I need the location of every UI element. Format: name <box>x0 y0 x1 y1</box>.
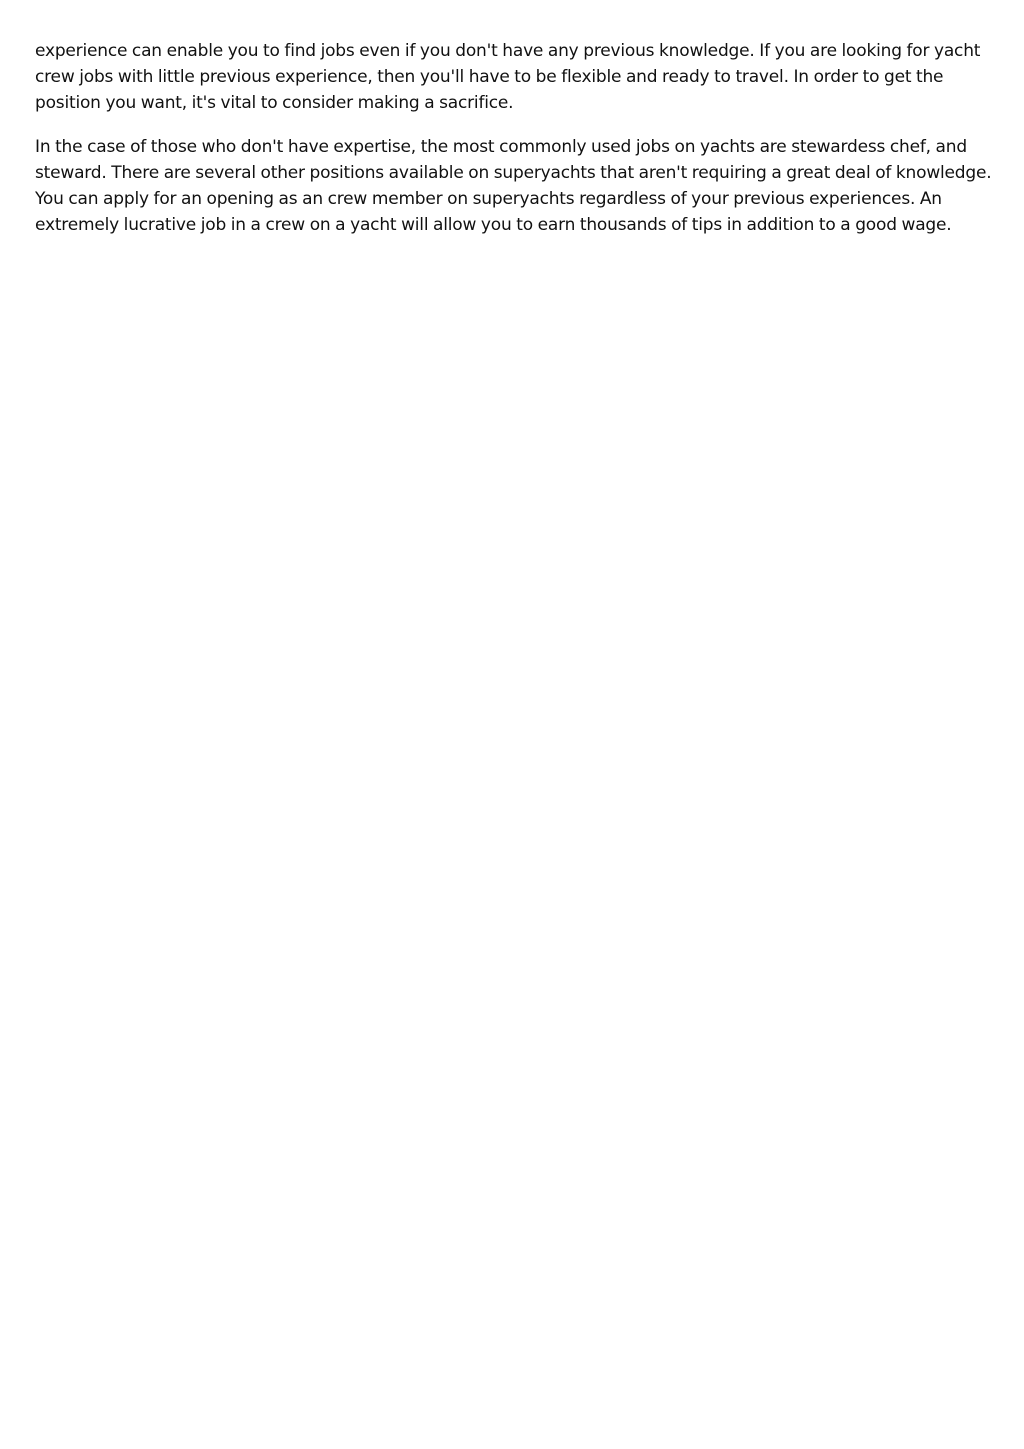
paragraph-1: experience can enable you to find jobs even if you don't have any previous knowledge. If you are looking for yacht crew jobs with little previous experience, then you'll have to be flexible and ready to travel. In order to get the position you want, it's vital to consider making a sacrifice. <box>35 41 981 113</box>
paragraph-2: In the case of those who don't have expertise, the most commonly used jobs on yachts are stewardess chef, and steward. There are several other positions available on superyachts that aren't requiring a great deal of knowledge. You can apply for an opening as an crew member on superyachts regardless of your previous experiences. An extremely lucrative job in a crew on a yacht will allow you to earn thousands of tips in addition to a good wage. <box>35 137 992 235</box>
document-body <box>35 38 995 256</box>
